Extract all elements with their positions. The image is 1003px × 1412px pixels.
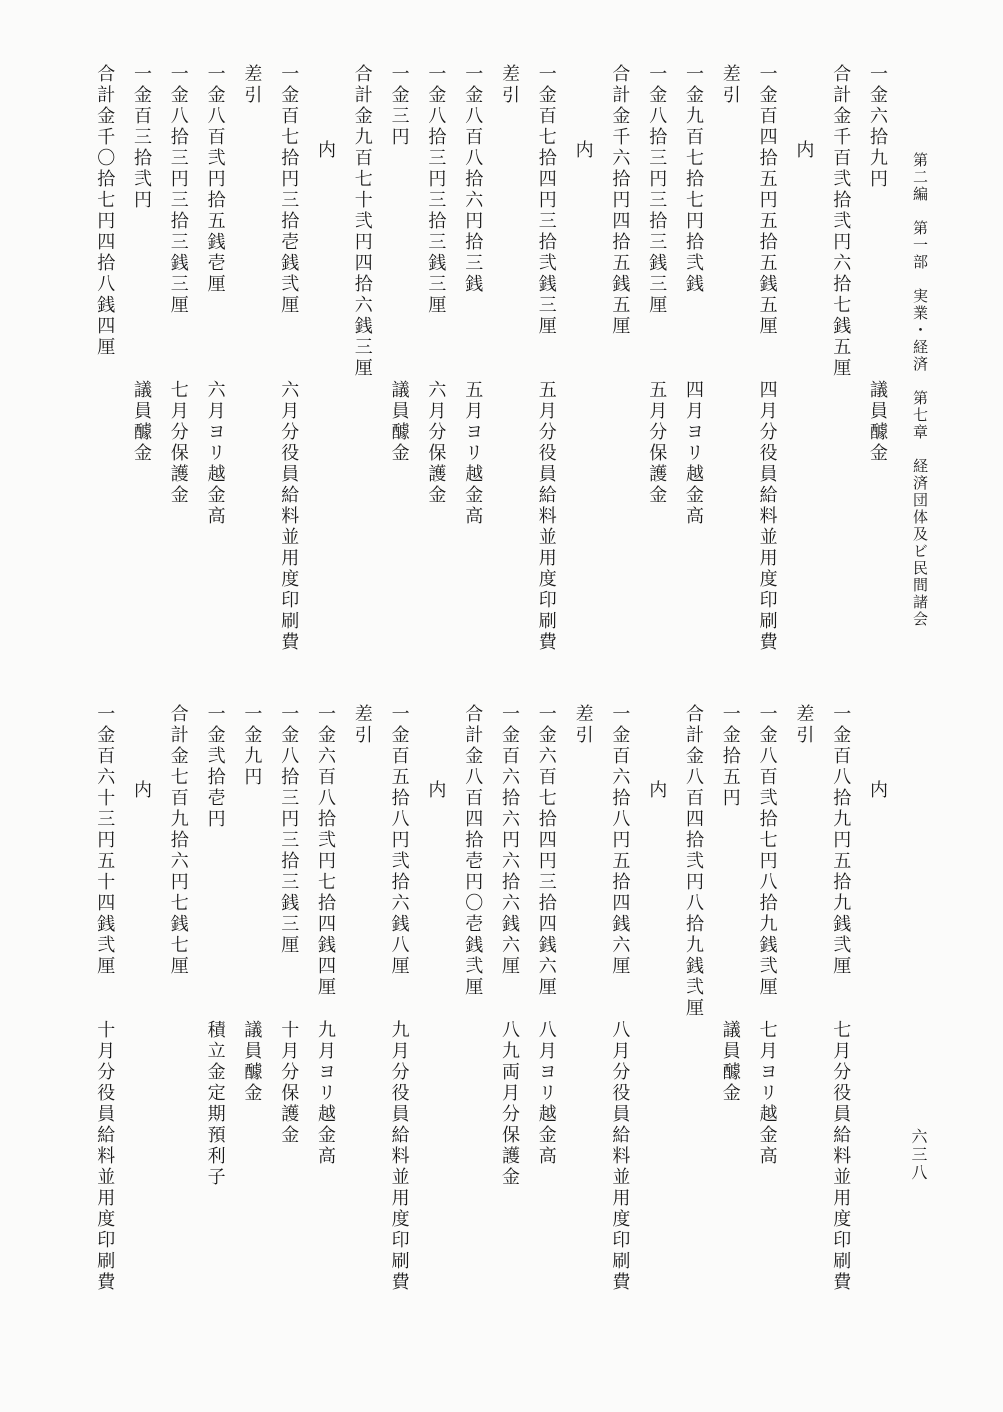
ledger-entry-note: 五月分役員給料並用度印刷費 xyxy=(535,380,557,653)
ledger-entry: 合計金千〇拾七円四拾八銭四厘 xyxy=(94,64,116,358)
ledger-entry: 一金百三拾弐円 xyxy=(131,64,152,211)
ledger-entry-note: 七月ヨリ越金高 xyxy=(756,1020,778,1167)
ledger-entry: 合計金千百弐拾弐円六拾七銭五厘 xyxy=(830,64,852,379)
ledger-entry-note: 議員醵金 xyxy=(131,380,152,464)
ledger-entry-note: 八九両月分保護金 xyxy=(499,1020,520,1188)
ledger-entry: 一金九円 xyxy=(241,704,263,788)
ledger-entry-note: 五月ヨリ越金高 xyxy=(462,380,484,527)
ledger-entry: 合計金九百七十弐円四拾六銭三厘 xyxy=(351,64,373,379)
ledger-entry: 一金三円 xyxy=(388,64,410,148)
ledger-entry-note: 六月ヨリ越金高 xyxy=(204,380,226,527)
ledger-subheading: 内 xyxy=(793,140,815,161)
ledger-entry: 一金八拾三円三拾三銭三厘 xyxy=(646,64,668,316)
ledger-entry: 差引 xyxy=(499,64,520,106)
ledger-entry: 差引 xyxy=(241,64,263,106)
ledger-entry: 一金六百八拾弐円七拾四銭四厘 xyxy=(315,704,336,998)
ledger-entry-note: 六月分役員給料並用度印刷費 xyxy=(278,380,300,653)
ledger-entry: 一金百六十三円五十四銭弐厘 xyxy=(94,704,116,977)
ledger-entry: 合計金八百四拾弐円八拾九銭弐厘 xyxy=(683,704,704,1019)
ledger-entry: 一金百八拾九円五拾九銭弐厘 xyxy=(830,704,852,977)
ledger-entry-note: 議員醵金 xyxy=(719,1020,741,1104)
ledger-entry: 一金拾五円 xyxy=(719,704,741,809)
ledger-subheading: 内 xyxy=(867,780,888,801)
ledger-entry-note: 積立金定期預利子 xyxy=(204,1020,226,1188)
ledger-entry-note: 九月ヨリ越金高 xyxy=(315,1020,336,1167)
ledger-entry: 一金六拾九円 xyxy=(867,64,888,190)
ledger-entry: 一金百四拾五円五拾五銭五厘 xyxy=(756,64,778,337)
ledger-entry-note: 七月分役員給料並用度印刷費 xyxy=(830,1020,852,1293)
ledger-entry: 一金八拾三円三拾三銭三厘 xyxy=(425,64,447,316)
ledger-subheading: 内 xyxy=(425,780,447,801)
ledger-entry-note: 十月分保護金 xyxy=(278,1020,300,1146)
ledger-entry-note: 五月分保護金 xyxy=(646,380,668,506)
ledger-entry: 一金百六拾六円六拾六銭六厘 xyxy=(499,704,520,977)
ledger-subheading: 内 xyxy=(646,780,668,801)
ledger-subheading: 内 xyxy=(315,140,336,161)
ledger-entry-note: 八月ヨリ越金高 xyxy=(535,1020,557,1167)
ledger-entry: 一金百七拾円三拾壱銭弐厘 xyxy=(278,64,300,316)
ledger-entry-note: 議員醵金 xyxy=(388,380,410,464)
ledger-entry: 差引 xyxy=(793,704,815,746)
ledger-entry: 一金八百弐円拾五銭壱厘 xyxy=(204,64,226,295)
ledger-entry-note: 四月ヨリ越金高 xyxy=(683,380,704,527)
ledger-entry: 差引 xyxy=(719,64,741,106)
running-header: 第二編 第一部 実業・経済 第七章 経済団体及ビ民間諸会 xyxy=(911,152,929,628)
ledger-subheading: 内 xyxy=(572,140,594,161)
ledger-entry-note: 八月分役員給料並用度印刷費 xyxy=(609,1020,631,1293)
ledger-entry: 一金百五拾八円弐拾六銭八厘 xyxy=(388,704,410,977)
ledger-entry: 合計金千六拾円四拾五銭五厘 xyxy=(609,64,631,337)
ledger-entry: 一金八百八拾六円拾三銭 xyxy=(462,64,484,295)
ledger-entry: 一金八百弐拾七円八拾九銭弐厘 xyxy=(756,704,778,998)
ledger-entry-note: 七月分保護金 xyxy=(167,380,189,506)
ledger-entry: 一金六百七拾四円三拾四銭六厘 xyxy=(535,704,557,998)
ledger-entry-note: 議員醵金 xyxy=(867,380,888,464)
ledger-entry-note: 六月分保護金 xyxy=(425,380,447,506)
page-number: 六三八 xyxy=(909,1128,928,1182)
ledger-entry: 差引 xyxy=(572,704,594,746)
ledger-entry: 一金百七拾四円三拾弐銭三厘 xyxy=(535,64,557,337)
ledger-entry: 一金八拾三円三拾三銭三厘 xyxy=(167,64,189,316)
ledger-entry: 差引 xyxy=(351,704,373,746)
ledger-entry: 合計金七百九拾六円七銭七厘 xyxy=(167,704,189,977)
ledger-entry-note: 議員醵金 xyxy=(241,1020,263,1104)
ledger-entry-note: 十月分役員給料並用度印刷費 xyxy=(94,1020,116,1293)
ledger-entry: 合計金八百四拾壱円〇壱銭弐厘 xyxy=(462,704,484,998)
ledger-entry: 一金九百七拾七円拾弐銭 xyxy=(683,64,704,295)
ledger-entry: 一金弐拾壱円 xyxy=(204,704,226,830)
ledger-entry-note: 九月分役員給料並用度印刷費 xyxy=(388,1020,410,1293)
ledger-entry: 一金八拾三円三拾三銭三厘 xyxy=(278,704,300,956)
ledger-entry-note: 四月分役員給料並用度印刷費 xyxy=(756,380,778,653)
ledger-subheading: 内 xyxy=(131,780,152,801)
ledger-entry: 一金百六拾八円五拾四銭六厘 xyxy=(609,704,631,977)
